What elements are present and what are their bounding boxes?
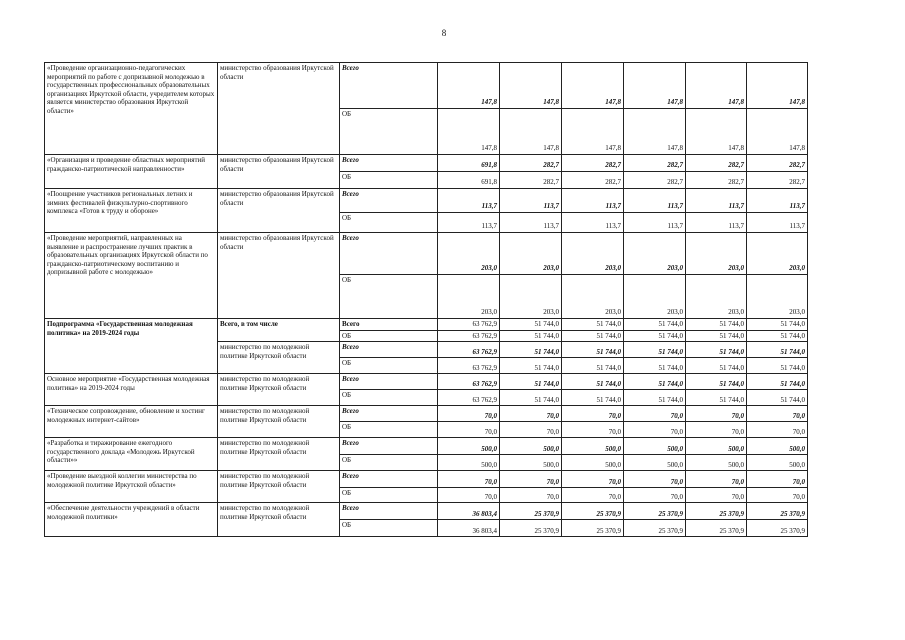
funding-source: ОБ [340, 390, 438, 406]
amount-cell: 51 744,0 [562, 374, 624, 390]
amount-cell: 203,0 [438, 275, 500, 319]
executor: министерство по молодежной политике Иркутской области [218, 438, 340, 471]
amount-cell: 147,8 [624, 109, 686, 155]
amount-cell: 25 370,9 [624, 503, 686, 520]
amount-cell: 25 370,9 [747, 520, 808, 537]
amount-cell: 51 744,0 [686, 390, 747, 406]
amount-cell: 147,8 [438, 109, 500, 155]
amount-cell: 500,0 [438, 455, 500, 471]
amount-cell: 500,0 [747, 455, 808, 471]
amount-cell: 70,0 [747, 422, 808, 438]
funding-source: ОБ [340, 109, 438, 155]
amount-cell: 51 744,0 [624, 342, 686, 358]
funding-source: ОБ [340, 213, 438, 233]
event-name: «Проведение выездной коллегии министерства по молодежной политике Иркутской области» [45, 471, 218, 503]
amount-cell: 147,8 [747, 109, 808, 155]
amount-cell: 70,0 [562, 471, 624, 488]
amount-cell: 70,0 [500, 406, 562, 422]
funding-source: Всего [340, 155, 438, 172]
amount-cell: 36 803,4 [438, 503, 500, 520]
amount-cell: 51 744,0 [686, 330, 747, 342]
amount-cell: 51 744,0 [686, 319, 747, 331]
amount-cell: 63 762,9 [438, 374, 500, 390]
amount-cell: 147,8 [562, 109, 624, 155]
amount-cell: 203,0 [562, 233, 624, 275]
amount-cell: 63 762,9 [438, 319, 500, 331]
amount-cell: 70,0 [500, 422, 562, 438]
amount-cell: 113,7 [500, 189, 562, 213]
table-row [45, 406, 808, 422]
amount-cell: 691,8 [438, 172, 500, 189]
executor: министерство образования Иркутской области [218, 233, 340, 319]
amount-cell: 147,8 [500, 109, 562, 155]
amount-cell: 51 744,0 [500, 358, 562, 374]
amount-cell: 51 744,0 [562, 358, 624, 374]
amount-cell: 51 744,0 [747, 358, 808, 374]
funding-source: ОБ [340, 520, 438, 537]
page-number: 8 [441, 28, 447, 38]
amount-cell: 25 370,9 [562, 520, 624, 537]
amount-cell: 51 744,0 [624, 358, 686, 374]
executor: министерство образования Иркутской области [218, 189, 340, 233]
funding-source: Всего [340, 374, 438, 390]
funding-source: Всего [340, 189, 438, 213]
amount-cell: 113,7 [747, 189, 808, 213]
funding-source: ОБ [340, 330, 438, 342]
amount-cell: 203,0 [438, 233, 500, 275]
table-row [45, 63, 808, 109]
amount-cell: 70,0 [438, 422, 500, 438]
amount-cell: 51 744,0 [562, 342, 624, 358]
event-name: «Обеспечение деятельности учреждений в области молодежной политики» [45, 503, 218, 537]
amount-cell: 500,0 [686, 438, 747, 455]
amount-cell: 282,7 [686, 172, 747, 189]
event-name: «Организация и проведение областных мероприятий гражданско-патриотической направленности» [45, 155, 218, 189]
amount-cell: 70,0 [438, 406, 500, 422]
amount-cell: 70,0 [686, 406, 747, 422]
amount-cell: 203,0 [500, 233, 562, 275]
amount-cell: 500,0 [438, 438, 500, 455]
amount-cell: 282,7 [686, 155, 747, 172]
amount-cell: 147,8 [747, 63, 808, 109]
table-row [45, 155, 808, 172]
executor: министерство по молодежной политике Иркутской области [218, 503, 340, 537]
amount-cell: 113,7 [500, 213, 562, 233]
amount-cell: 51 744,0 [500, 390, 562, 406]
amount-cell: 70,0 [686, 488, 747, 503]
funding-source: Всего [340, 438, 438, 455]
amount-cell: 51 744,0 [686, 358, 747, 374]
amount-cell: 500,0 [500, 438, 562, 455]
amount-cell: 147,8 [438, 63, 500, 109]
funding-source: Всего [340, 233, 438, 275]
amount-cell: 147,8 [686, 63, 747, 109]
amount-cell: 500,0 [562, 455, 624, 471]
amount-cell: 282,7 [500, 172, 562, 189]
amount-cell: 51 744,0 [624, 374, 686, 390]
amount-cell: 25 370,9 [686, 520, 747, 537]
amount-cell: 203,0 [747, 233, 808, 275]
amount-cell: 70,0 [500, 471, 562, 488]
amount-cell: 203,0 [624, 275, 686, 319]
amount-cell: 51 744,0 [624, 319, 686, 331]
amount-cell: 51 744,0 [500, 374, 562, 390]
amount-cell: 500,0 [624, 455, 686, 471]
executor: министерство по молодежной политике Иркутской области [218, 374, 340, 406]
budget-table [44, 62, 808, 537]
amount-cell: 282,7 [562, 155, 624, 172]
amount-cell: 203,0 [500, 275, 562, 319]
amount-cell: 70,0 [624, 406, 686, 422]
amount-cell: 282,7 [624, 172, 686, 189]
executor: Всего, в том числе [218, 319, 340, 342]
amount-cell: 500,0 [500, 455, 562, 471]
amount-cell: 282,7 [624, 155, 686, 172]
funding-source: ОБ [340, 172, 438, 189]
amount-cell: 500,0 [562, 438, 624, 455]
executor: министерство по молодежной политике Иркутской области [218, 406, 340, 438]
amount-cell: 147,8 [500, 63, 562, 109]
amount-cell: 51 744,0 [624, 390, 686, 406]
table-row [45, 438, 808, 455]
event-name: «Проведение организационно-педагогических мероприятий по работе с допризывной молодежью в государственных профессиональных образовательных организациях Иркутской области, учредителем которых является министерство образования Иркутской области» [45, 63, 218, 155]
amount-cell: 113,7 [747, 213, 808, 233]
amount-cell: 147,8 [624, 63, 686, 109]
table-row [45, 471, 808, 488]
amount-cell: 51 744,0 [500, 342, 562, 358]
amount-cell: 70,0 [562, 488, 624, 503]
table-row [45, 233, 808, 275]
amount-cell: 70,0 [686, 471, 747, 488]
amount-cell: 70,0 [562, 406, 624, 422]
amount-cell: 25 370,9 [624, 520, 686, 537]
amount-cell: 282,7 [500, 155, 562, 172]
amount-cell: 51 744,0 [562, 319, 624, 331]
amount-cell: 25 370,9 [500, 503, 562, 520]
amount-cell: 113,7 [438, 189, 500, 213]
amount-cell: 282,7 [747, 172, 808, 189]
amount-cell: 63 762,9 [438, 330, 500, 342]
funding-source: Всего [340, 63, 438, 109]
funding-source: ОБ [340, 488, 438, 503]
amount-cell: 51 744,0 [562, 390, 624, 406]
funding-source: ОБ [340, 275, 438, 319]
amount-cell: 113,7 [624, 213, 686, 233]
funding-source: ОБ [340, 358, 438, 374]
amount-cell: 147,8 [686, 109, 747, 155]
amount-cell: 70,0 [624, 471, 686, 488]
amount-cell: 70,0 [624, 488, 686, 503]
amount-cell: 51 744,0 [747, 319, 808, 331]
amount-cell: 51 744,0 [747, 390, 808, 406]
amount-cell: 51 744,0 [500, 319, 562, 331]
funding-source: Всего [340, 503, 438, 520]
amount-cell: 63 762,9 [438, 390, 500, 406]
executor: министерство по молодежной политике Иркутской области [218, 342, 340, 374]
amount-cell: 500,0 [686, 455, 747, 471]
table-row [45, 189, 808, 213]
amount-cell: 70,0 [438, 471, 500, 488]
event-name: «Разработка и тиражирование ежегодного государственного доклада «Молодежь Иркутской области»» [45, 438, 218, 471]
amount-cell: 500,0 [747, 438, 808, 455]
amount-cell: 63 762,9 [438, 358, 500, 374]
amount-cell: 113,7 [562, 189, 624, 213]
event-name: «Поощрение участников региональных летних и зимних фестивалей физкультурно-спортивного комплекса «Готов к труду и обороне» [45, 189, 218, 233]
executor: министерство образования Иркутской области [218, 63, 340, 155]
funding-source: Всего [340, 471, 438, 488]
amount-cell: 70,0 [747, 406, 808, 422]
amount-cell: 51 744,0 [747, 342, 808, 358]
amount-cell: 203,0 [624, 233, 686, 275]
amount-cell: 51 744,0 [686, 374, 747, 390]
amount-cell: 282,7 [747, 155, 808, 172]
amount-cell: 113,7 [686, 189, 747, 213]
amount-cell: 147,8 [562, 63, 624, 109]
amount-cell: 51 744,0 [562, 330, 624, 342]
amount-cell: 25 370,9 [500, 520, 562, 537]
funding-source: ОБ [340, 455, 438, 471]
table-row [45, 503, 808, 520]
funding-source: Всего [340, 342, 438, 358]
amount-cell: 63 762,9 [438, 342, 500, 358]
amount-cell: 25 370,9 [747, 503, 808, 520]
amount-cell: 25 370,9 [686, 503, 747, 520]
amount-cell: 70,0 [562, 422, 624, 438]
amount-cell: 70,0 [438, 488, 500, 503]
table-row [45, 374, 808, 390]
amount-cell: 282,7 [562, 172, 624, 189]
amount-cell: 70,0 [624, 422, 686, 438]
amount-cell: 51 744,0 [747, 374, 808, 390]
executor: министерство образования Иркутской области [218, 155, 340, 189]
amount-cell: 691,8 [438, 155, 500, 172]
amount-cell: 51 744,0 [500, 330, 562, 342]
amount-cell: 36 803,4 [438, 520, 500, 537]
amount-cell: 203,0 [686, 233, 747, 275]
amount-cell: 113,7 [624, 189, 686, 213]
event-name: «Проведение мероприятий, направленных на выявление и распространение лучших практик в образовательных организациях Иркутской области по гражданско-патриотическому воспитанию и допризывной работе с молодежью» [45, 233, 218, 319]
amount-cell: 113,7 [686, 213, 747, 233]
amount-cell: 113,7 [562, 213, 624, 233]
amount-cell: 70,0 [747, 471, 808, 488]
amount-cell: 500,0 [624, 438, 686, 455]
amount-cell: 70,0 [747, 488, 808, 503]
executor: министерство по молодежной политике Иркутской области [218, 471, 340, 503]
funding-source: Всего [340, 319, 438, 331]
amount-cell: 70,0 [686, 422, 747, 438]
amount-cell: 51 744,0 [747, 330, 808, 342]
amount-cell: 70,0 [500, 488, 562, 503]
amount-cell: 51 744,0 [686, 342, 747, 358]
amount-cell: 113,7 [438, 213, 500, 233]
funding-source: Всего [340, 406, 438, 422]
funding-source: ОБ [340, 422, 438, 438]
event-name: «Техническое сопровождение, обновление и хостинг молодежных интернет-сайтов» [45, 406, 218, 438]
amount-cell: 203,0 [686, 275, 747, 319]
table-row [45, 319, 808, 331]
amount-cell: 203,0 [747, 275, 808, 319]
amount-cell: 51 744,0 [624, 330, 686, 342]
amount-cell: 25 370,9 [562, 503, 624, 520]
event-name: Основное мероприятие «Государственная молодежная политика» на 2019-2024 годы [45, 374, 218, 406]
event-name: Подпрограмма «Государственная молодежная политика» на 2019-2024 годы [45, 319, 218, 374]
amount-cell: 203,0 [562, 275, 624, 319]
